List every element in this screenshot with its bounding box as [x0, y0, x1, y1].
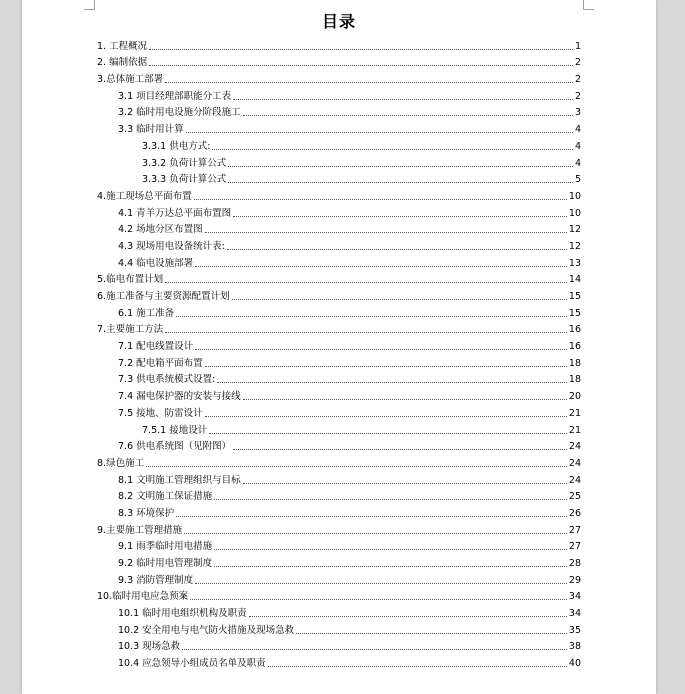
toc-entry[interactable] [97, 503, 581, 520]
toc-leader-dots [176, 516, 567, 517]
toc-entry[interactable] [97, 470, 581, 487]
toc-leader-dots [176, 316, 567, 317]
toc-entry-page-number: 4 [574, 140, 581, 152]
toc-entry-page-number: 4 [574, 124, 581, 136]
toc-entry-page-number: 27 [568, 524, 581, 536]
toc-entry[interactable] [97, 186, 581, 203]
toc-entry[interactable] [97, 119, 581, 136]
toc-entry[interactable] [97, 303, 581, 320]
toc-entry-label: 3.3 临时用计算 [118, 124, 184, 136]
toc-entry-label: 1. 工程概况 [97, 40, 148, 52]
document-page [22, 0, 656, 694]
toc-entry[interactable] [97, 587, 581, 604]
toc-entry-page-number: 5 [574, 174, 581, 186]
toc-entry-page-number: 34 [568, 608, 581, 620]
toc-entry-label: 4.4 临电设施部署 [118, 257, 194, 269]
toc-entry-label: 6.1 施工准备 [118, 307, 175, 319]
toc-entry[interactable] [97, 420, 581, 437]
toc-leader-dots [214, 566, 567, 567]
toc-leader-dots [214, 499, 567, 500]
toc-entry[interactable] [97, 370, 581, 387]
toc-entry[interactable] [97, 653, 581, 670]
toc-entry-label: 9.主要施工管理措施 [97, 524, 183, 536]
toc-entry-label: 8.1 文明施工管理组织与目标 [118, 474, 241, 486]
toc-leader-dots [228, 166, 573, 167]
toc-entry-page-number: 15 [568, 291, 581, 302]
toc-entry-page-number: 29 [568, 574, 581, 586]
toc-leader-dots [212, 149, 573, 150]
toc-entry-page-number: 25 [568, 491, 581, 503]
toc-leader-dots [194, 199, 567, 200]
toc-entry-label: 10.4 应急领导小组成员名单及职责 [118, 658, 266, 670]
toc-entry-page-number: 24 [568, 441, 581, 453]
toc-entry-label: 6.施工准备与主要资源配置计划 [97, 291, 230, 302]
toc-leader-dots [182, 649, 567, 650]
toc-entry-label: 9.1 雨季临时用电措施 [118, 541, 213, 553]
toc-entry-page-number: 2 [574, 90, 581, 102]
toc-entry[interactable] [97, 286, 581, 303]
toc-entry[interactable] [97, 153, 581, 170]
toc-leader-dots [296, 633, 567, 634]
toc-entry[interactable] [97, 136, 581, 153]
toc-leader-dots [249, 616, 567, 617]
toc-entry[interactable] [97, 520, 581, 537]
toc-leader-dots [268, 666, 567, 667]
toc-entry-page-number: 24 [568, 474, 581, 486]
toc-entry[interactable] [97, 637, 581, 654]
toc-leader-dots [233, 216, 567, 217]
toc-entry-page-number: 26 [568, 507, 581, 519]
toc-entry-page-number: 10 [568, 190, 581, 202]
toc-leader-dots [233, 449, 567, 450]
toc-leader-dots [195, 583, 567, 584]
toc-entry-page-number: 15 [568, 307, 581, 319]
toc-entry-page-number: 1 [574, 40, 581, 52]
toc-entry-page-number: 35 [568, 624, 581, 636]
toc-entry-page-number: 2 [574, 57, 581, 69]
toc-entry[interactable] [97, 320, 581, 337]
toc-entry-page-number: 40 [568, 658, 581, 670]
toc-entry-label: 3.3.1 供电方式: [142, 140, 211, 152]
toc-entry-label: 7.4 漏电保护器的安装与接线 [118, 391, 241, 403]
toc-entry-page-number: 20 [568, 391, 581, 403]
toc-leader-dots [227, 249, 567, 250]
toc-leader-dots [205, 416, 567, 417]
toc-leader-dots [243, 483, 567, 484]
toc-entry-page-number: 12 [568, 240, 581, 252]
toc-entry-label: 7.6 供电系统图（见附图） [118, 441, 232, 453]
toc-entry-page-number: 2 [574, 74, 581, 86]
toc-entry[interactable] [97, 403, 581, 420]
toc-entry-label: 8.2 文明施工保证措施 [118, 491, 213, 503]
toc-leader-dots [146, 466, 567, 467]
toc-leader-dots [165, 82, 573, 83]
toc-entry-label: 4.3 现场用电设备统计表: [118, 240, 225, 252]
toc-entry-page-number: 18 [568, 357, 581, 369]
toc-leader-dots [209, 433, 567, 434]
toc-entry[interactable] [97, 86, 581, 103]
toc-entry-label: 4.1 青羊万达总平面布置图 [118, 207, 232, 219]
toc-entry-page-number: 18 [568, 374, 581, 386]
toc-leader-dots [149, 65, 573, 66]
toc-entry-label: 2. 编制依据 [97, 57, 148, 69]
toc-leader-dots [205, 366, 567, 367]
toc-entry[interactable] [97, 553, 581, 570]
toc-entry[interactable] [97, 36, 581, 53]
toc-entry-label: 5.临电布置计划 [97, 274, 164, 286]
toc-entry-label: 8.绿色施工 [97, 457, 145, 469]
toc-leader-dots [243, 115, 573, 116]
toc-leader-dots [149, 49, 573, 50]
toc-leader-dots [184, 533, 567, 534]
toc-entry[interactable] [97, 353, 581, 370]
toc-entry-page-number: 21 [568, 407, 581, 419]
toc-entry-label: 3.3.3 负荷计算公式 [142, 174, 227, 186]
toc-leader-dots [165, 282, 567, 283]
toc-entry-page-number: 24 [568, 457, 581, 469]
toc-entry-label: 10.2 安全用电与电气防火措施及现场急救 [118, 624, 295, 636]
toc-leader-dots [186, 132, 573, 133]
toc-entry-label: 10.1 临时用电组织机构及职责 [118, 608, 247, 620]
toc-entry-label: 3.2 临时用电设施分阶段施工 [118, 107, 241, 119]
toc-entry-page-number: 3 [574, 107, 581, 119]
toc-entry[interactable] [97, 386, 581, 403]
toc-leader-dots [217, 382, 567, 383]
toc-entry[interactable] [97, 203, 581, 220]
toc-leader-dots [233, 99, 573, 100]
toc-entry-label: 4.施工现场总平面布置 [97, 190, 192, 202]
toc-entry[interactable] [97, 487, 581, 504]
toc-entry[interactable] [97, 336, 581, 353]
toc-entry-page-number: 16 [568, 324, 581, 336]
toc-leader-dots [228, 182, 573, 183]
toc-entry-page-number: 21 [568, 424, 581, 436]
toc-leader-dots [195, 349, 567, 350]
toc-entry-label: 10.3 现场急救 [118, 641, 181, 653]
toc-entry[interactable] [97, 220, 581, 237]
toc-entry-page-number: 34 [568, 591, 581, 603]
toc-entry-label: 7.1 配电线置设计 [118, 341, 194, 353]
toc-entry[interactable] [97, 270, 581, 287]
toc-leader-dots [214, 549, 567, 550]
toc-entry[interactable] [97, 103, 581, 120]
toc-entry[interactable] [97, 570, 581, 587]
toc-entry-label: 7.3 供电系统模式设置: [118, 374, 216, 386]
toc-entry-label: 9.3 消防管理制度 [118, 574, 194, 586]
toc-leader-dots [243, 399, 567, 400]
table-of-contents [97, 36, 581, 670]
toc-entry-label: 7.2 配电箱平面布置 [118, 357, 203, 369]
toc-entry-page-number: 27 [568, 541, 581, 553]
toc-entry[interactable] [97, 253, 581, 270]
toc-entry-label: 3.3.2 负荷计算公式 [142, 157, 227, 169]
toc-entry[interactable] [97, 53, 581, 70]
toc-entry[interactable] [97, 537, 581, 554]
toc-entry-label: 7.5 接地、防雷设计 [118, 407, 203, 419]
toc-leader-dots [165, 332, 567, 333]
toc-entry-label: 4.2 场地分区布置图 [118, 224, 203, 236]
toc-entry[interactable] [97, 69, 581, 86]
toc-entry[interactable] [97, 236, 581, 253]
toc-title: 目录 [321, 12, 356, 31]
toc-leader-dots [195, 266, 567, 267]
toc-leader-dots [205, 232, 567, 233]
toc-entry-label: 3.总体施工部署 [97, 74, 164, 86]
toc-entry-label: 7.5.1 接地设计 [142, 424, 208, 436]
toc-entry-page-number: 14 [568, 274, 581, 286]
toc-entry-label: 7.主要施工方法 [97, 324, 164, 336]
toc-entry-page-number: 4 [574, 157, 581, 169]
toc-entry-label: 3.1 项目经理部职能分工表 [118, 90, 232, 102]
toc-entry-page-number: 13 [568, 257, 581, 269]
toc-entry[interactable] [97, 603, 581, 620]
toc-entry-page-number: 16 [568, 341, 581, 353]
toc-entry-page-number: 38 [568, 641, 581, 653]
toc-entry-label: 10.临时用电应急预案 [97, 591, 189, 603]
toc-entry[interactable] [97, 170, 581, 187]
toc-entry-label: 9.2 临时用电管理制度 [118, 558, 213, 569]
toc-entry[interactable] [97, 453, 581, 470]
toc-entry-label: 8.3 环境保护 [118, 507, 175, 519]
toc-entry-page-number: 10 [568, 207, 581, 219]
toc-leader-dots [232, 299, 567, 300]
toc-leader-dots [190, 599, 567, 600]
toc-entry-page-number: 12 [568, 224, 581, 236]
toc-entry[interactable] [97, 620, 581, 637]
toc-entry[interactable] [97, 437, 581, 454]
toc-entry-page-number: 28 [568, 558, 581, 569]
